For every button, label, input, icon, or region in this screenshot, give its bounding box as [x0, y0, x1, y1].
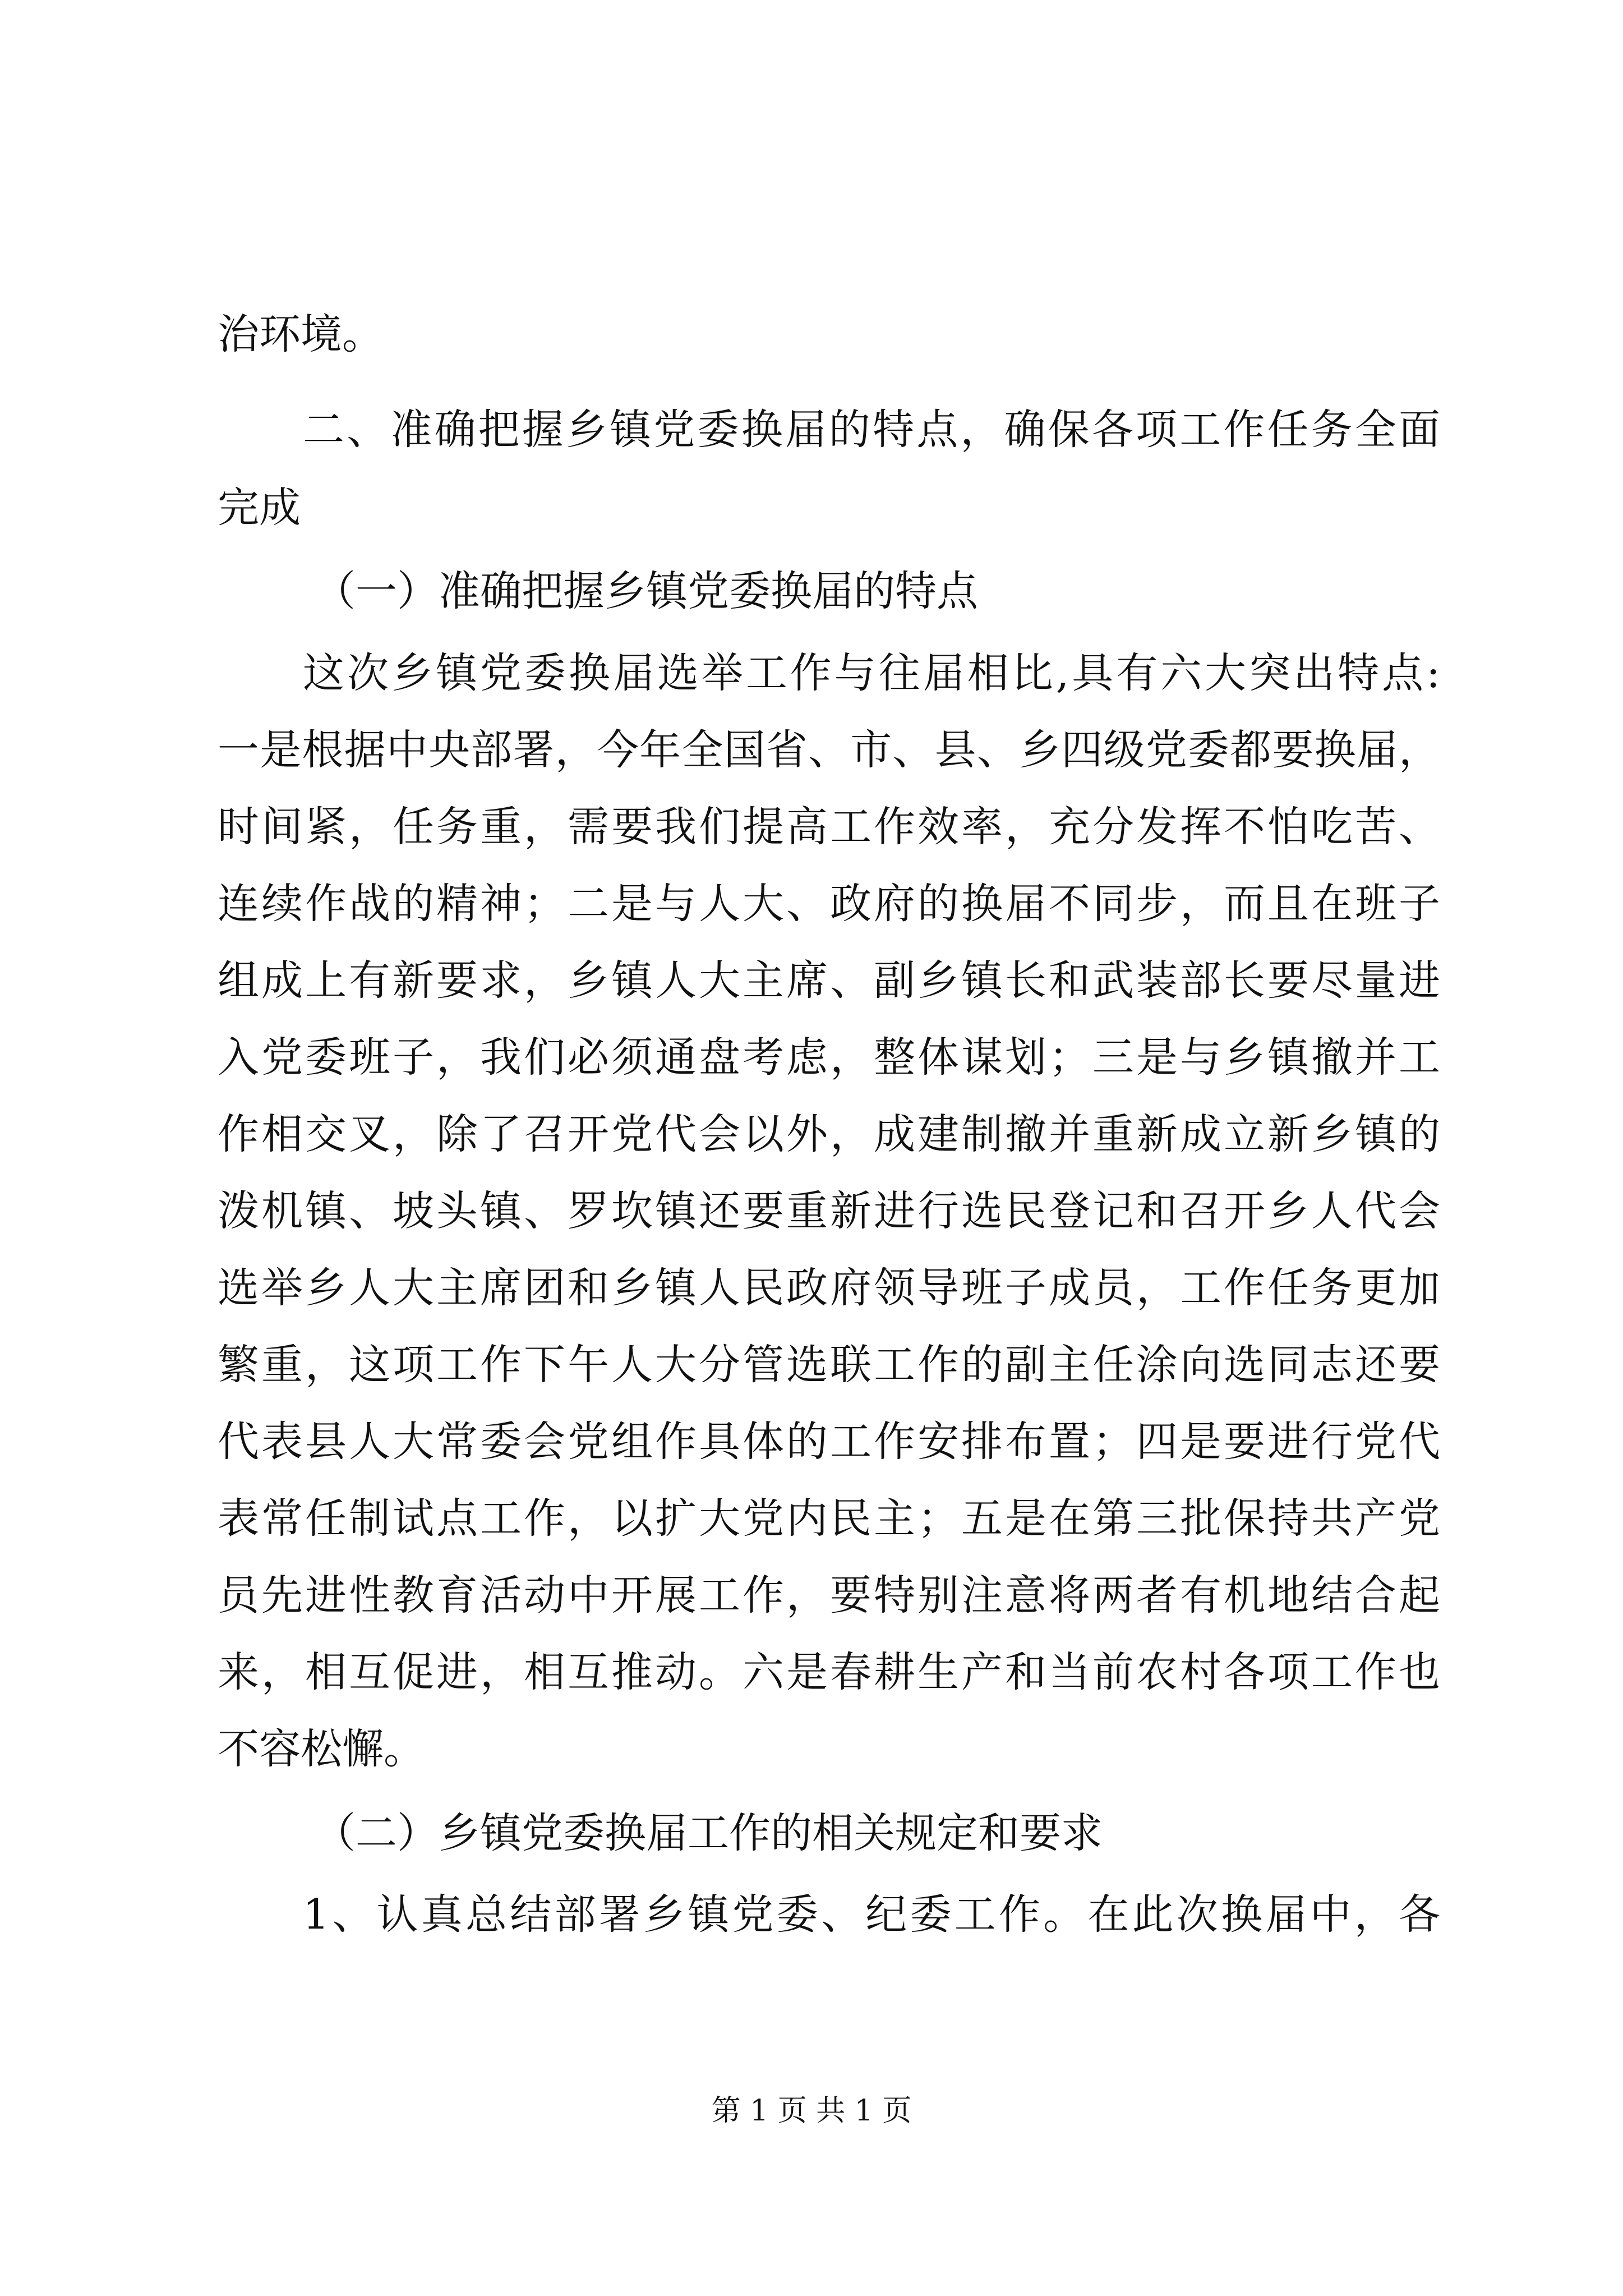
body-text-line: 连续作战的精神；二是与人大、政府的换届不同步，而且在班子 [218, 880, 1440, 928]
numbered-item-line: 1、认真总结部署乡镇党委、纪委工作。在此次换届中，各 [303, 1890, 1440, 1939]
body-text-line: 入党委班子，我们必须通盘考虑，整体谋划；三是与乡镇撤并工 [218, 1033, 1440, 1082]
body-text-line: 员先进性教育活动中开展工作，要特别注意将两者有机地结合起 [218, 1571, 1440, 1619]
body-text-line: 时间紧，任务重，需要我们提高工作效率，充分发挥不怕吃苦、 [218, 803, 1440, 851]
body-text-line: 选举乡人大主席团和乡镇人民政府领导班子成员，工作任务更加 [218, 1264, 1440, 1312]
section-heading-two-line-2: 完成 [218, 484, 301, 532]
body-text-line: 来，相互促进，相互推动。六是春耕生产和当前农村各项工作也 [218, 1648, 1440, 1696]
section-heading-two-line-1: 二、准确把握乡镇党委换届的特点，确保各项工作任务全面 [303, 406, 1440, 454]
subsection-heading-two: （二）乡镇党委换届工作的相关规定和要求 [314, 1809, 1103, 1857]
body-text-line: 表常任制试点工作，以扩大党内民主；五是在第三批保持共产党 [218, 1494, 1440, 1543]
body-text-line: 不容松懈。 [218, 1725, 425, 1773]
body-text-line: 组成上有新要求，乡镇人大主席、副乡镇长和武装部长要尽量进 [218, 956, 1440, 1005]
body-text-line: 泼机镇、坡头镇、罗坎镇还要重新进行选民登记和召开乡人代会 [218, 1187, 1440, 1235]
body-text-line: 这次乡镇党委换届选举工作与往届相比,具有六大突出特点: [303, 649, 1440, 697]
body-text-line: 一是根据中央部署，今年全国省、市、县、乡四级党委都要换届， [218, 726, 1440, 774]
body-text-line: 作相交叉，除了召开党代会以外，成建制撤并重新成立新乡镇的 [218, 1110, 1440, 1158]
body-text-line: 代表县人大常委会党组作具体的工作安排布置；四是要进行党代 [218, 1418, 1440, 1466]
body-text-line: 繁重，这项工作下午人大分管选联工作的副主任涂向选同志还要 [218, 1341, 1440, 1389]
page-number-footer: 第 1 页 共 1 页 [711, 2094, 912, 2128]
paragraph-line-continuation: 治环境。 [218, 310, 384, 358]
subsection-heading-one: （一）准确把握乡镇党委换届的特点 [314, 567, 978, 615]
